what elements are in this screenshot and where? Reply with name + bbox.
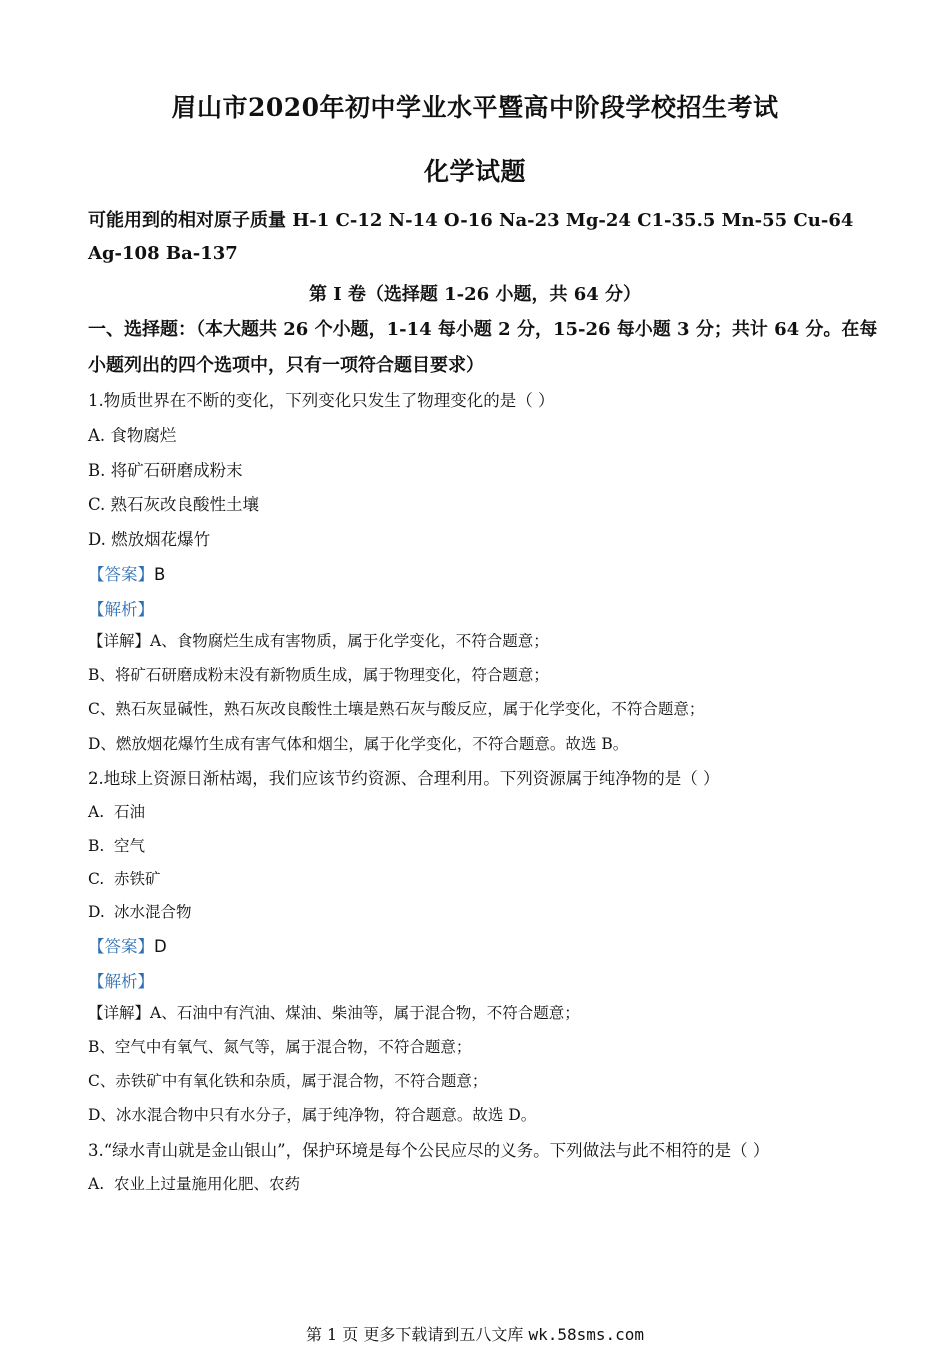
exam-title: 眉山市2020年初中学业水平暨高中阶段学校招生考试 [171,93,779,122]
q2-option-a-text: 石油 [114,803,146,821]
q3-stem: 3.“绿水青山就是金山银山”，保护环境是每个公民应尽的义务。下列做法与此不相符的是（ ） [88,1141,770,1160]
q2-option-c [88,867,878,889]
q2-detail-text-1: A、石油中有汽油、煤油、柴油等，属于混合物，不符合题意； [150,1004,580,1022]
q1-detail-2: B、将矿石研磨成粉末没有新物质生成，属于物理变化，符合题意； [88,666,549,684]
footer-page-text: 第 1 页 更多下载请到五八文库 [305,1325,529,1344]
q3-option-a-letter: A. [88,1175,105,1193]
q1-detail-label: 【详解】 [88,632,151,650]
q3-option-a-text: 农业上过量施用化肥、农药 [114,1175,301,1193]
q2-detail-label: 【详解】 [88,1004,151,1022]
q1-option-d: D. 燃放烟花爆竹 [88,530,211,549]
q1-answer [88,561,878,585]
q2-option-a [88,800,878,822]
q2-option-d [88,900,878,922]
q2-option-b-text: 空气 [114,837,146,855]
atomic-mass-line-2: Ag-108 Ba-137 [88,243,238,264]
q1-detail-text-1: A、食物腐烂生成有害物质，属于化学变化，不符合题意； [150,632,549,650]
page-footer [0,1322,950,1345]
q2-answer-value: D [154,937,167,956]
q2-option-a-letter: A. [88,803,105,821]
section-instruction-line-1: 一、选择题：（本大题共 26 个小题，1-14 每小题 2 分，15-26 每小题 3 分；共计 64 分。在每 [88,319,878,340]
exam-subtitle: 化学试题 [423,157,526,186]
q2-stem: 2.地球上资源日渐枯竭，我们应该节约资源、合理利用。下列资源属于纯净物的是（ ） [88,769,720,788]
q2-detail-4: D、冰水混合物中只有水分子，属于纯净物，符合题意。故选 D。 [88,1106,537,1124]
q1-answer-value: B [154,565,166,584]
q2-answer [88,933,878,957]
q1-detail-4: D、燃放烟花爆竹生成有害气体和烟尘，属于化学变化，不符合题意。故选 B。 [88,735,629,753]
volume-title: 第 I 卷（选择题 1-26 小题，共 64 分） [308,284,642,305]
atomic-mass-line-1: 可能用到的相对原子质量 H-1 C-12 N-14 O-16 Na-23 Mg-24 C1-35.5 Mn-55 Cu-64 [88,210,854,231]
section-instruction-line-2: 小题列出的四个选项中，只有一项符合题目要求） [88,355,484,376]
q3-option-a [88,1172,878,1194]
q2-option-b-letter: B. [88,837,105,855]
q2-option-d-letter: D. [88,903,105,921]
q1-option-c: C. 熟石灰改良酸性土壤 [88,495,260,514]
q2-detail-3: C、赤铁矿中有氧化铁和杂质，属于混合物，不符合题意； [88,1072,488,1090]
footer-site-link[interactable]: wk.58sms.com [528,1325,645,1344]
q2-option-c-text: 赤铁矿 [114,870,161,888]
q1-option-a: A. 食物腐烂 [88,426,177,445]
q1-detail-1 [88,629,878,651]
q1-detail-3: C、熟石灰显碱性，熟石灰改良酸性土壤是熟石灰与酸反应，属于化学变化，不符合题意； [88,700,705,718]
q1-option-b: B. 将矿石研磨成粉末 [88,461,243,480]
q1-analysis-label: 【解析】 [88,600,154,619]
q2-detail-2: B、空气中有氧气、氮气等，属于混合物，不符合题意； [88,1038,472,1056]
q1-stem: 1.物质世界在不断的变化，下列变化只发生了物理变化的是（ ） [88,391,555,410]
q2-detail-1 [88,1001,878,1023]
q1-answer-label: 【答案】 [88,565,154,584]
q2-option-b [88,834,878,856]
q2-option-c-letter: C. [88,870,105,888]
q2-answer-label: 【答案】 [88,937,154,956]
q2-analysis-label: 【解析】 [88,972,154,991]
q2-option-d-text: 冰水混合物 [114,903,192,921]
